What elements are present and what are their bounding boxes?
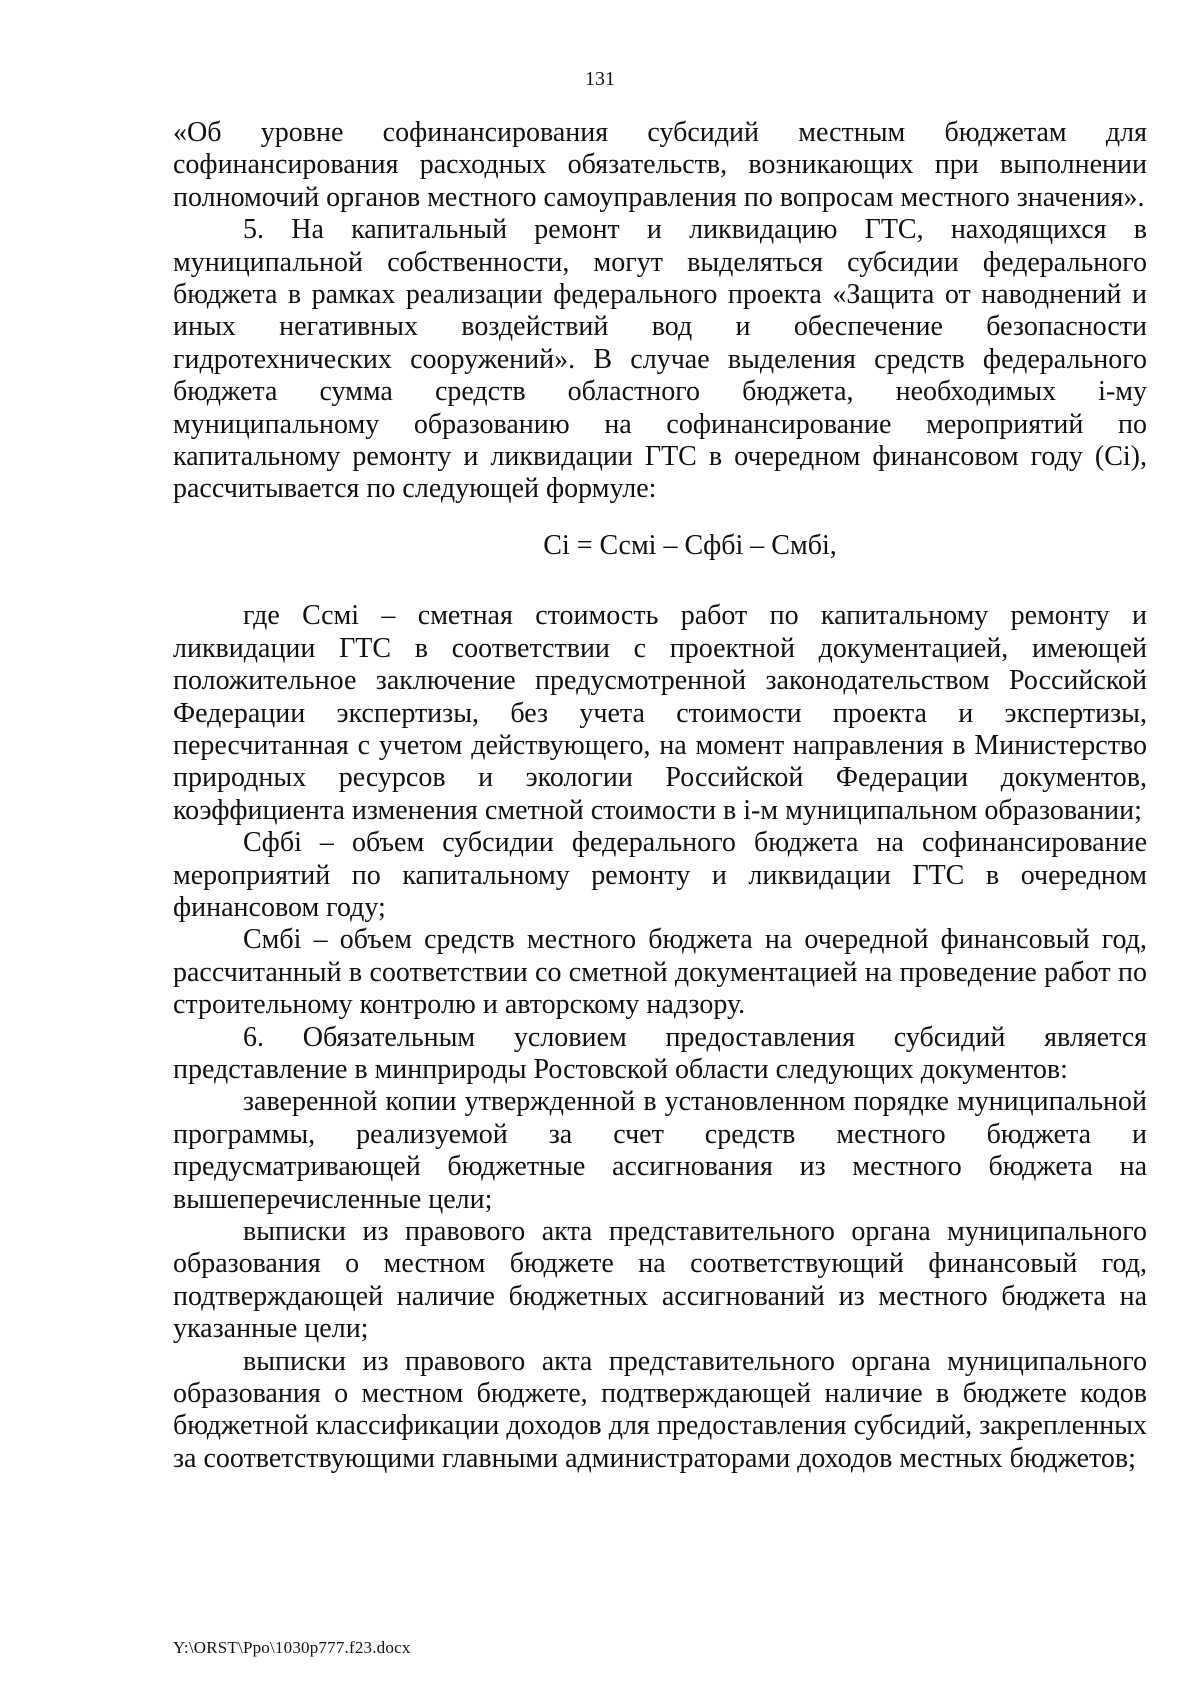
paragraph-definition-smb: Смбi – объем средств местного бюджета на очередной финансовый год, рассчитанный в соответствии со сметной документацией на проведение работ по строительному контролю и авторскому надзору. (173, 924, 1147, 1021)
file-path-footer: Y:\ORST\Ppo\1030p777.f23.docx (173, 1638, 411, 1657)
paragraph-definition-ssm: где Ссмi – сметная стоимость работ по капитальному ремонту и ликвидации ГТС в соответствии с проектной документацией, имеющей положительное заключение предусмотренной законодательством Российской Федерации экспертизы, без учета стоимости проекта и экспертизы, пересчитанная с учетом действующего, на момент направления в Министерство природных ресурсов и экологии Российской Федерации документов, коэффициента изменения сметной стоимости в i-м муниципальном образовании; (173, 600, 1147, 826)
paragraph-definition-sfb: Сфбi – объем субсидии федерального бюджета на софинансирование мероприятий по капитальному ремонту и ликвидации ГТС в очередном финансовом году; (173, 827, 1147, 923)
paragraph-item-6: 6. Обязательным условием предоставления субсидий является представление в минприроды Ростовской области следующих документов: (173, 1021, 1147, 1085)
formula: Сi = Ссмi – Сфбi – Смбi, (543, 529, 837, 561)
paragraph-document-budget-extract: выписки из правового акта представительного органа муниципального образования о местном бюджете на соответствующий финансовый год, подтверждающей наличие бюджетных ассигнований из местного бюджета на указанные цели; (173, 1216, 1147, 1345)
paragraph-document-codes-extract: выписки из правового акта представительного органа муниципального образования о местном бюджете, подтверждающей наличие в бюджете кодов бюджетной классификации доходов для предоставления субсидий, закрепленных за соответствующими главными администраторами доходов местных бюджетов; (173, 1345, 1147, 1474)
document-body (173, 117, 1147, 1475)
paragraph-item-5: 5. На капитальный ремонт и ликвидацию ГТС, находящихся в муниципальной собственности, могут выделяться субсидии федерального бюджета в рамках реализации федерального проекта «Защита от наводнений и иных негативных воздействий вод и обеспечение безопасности гидротехнических сооружений». В случае выделения средств федерального бюджета сумма средств областного бюджета, необходимых i-му муниципальному образованию на софинансирование мероприятий по капитальному ремонту и ликвидации ГТС в очередном финансовом году (Сi), рассчитывается по следующей формуле: (173, 214, 1147, 505)
paragraph-quote-title: «Об уровне софинансирования субсидий местным бюджетам для софинансирования расходных обязательств, возникающих при выполнении полномочий органов местного самоуправления по вопросам местного значения». (173, 117, 1147, 213)
paragraph-document-program: заверенной копии утвержденной в установленном порядке муниципальной программы, реализуемой за счет средств местного бюджета и предусматривающей бюджетные ассигнования из местного бюджета на вышеперечисленные цели; (173, 1086, 1147, 1215)
page-number: 131 (585, 68, 615, 90)
